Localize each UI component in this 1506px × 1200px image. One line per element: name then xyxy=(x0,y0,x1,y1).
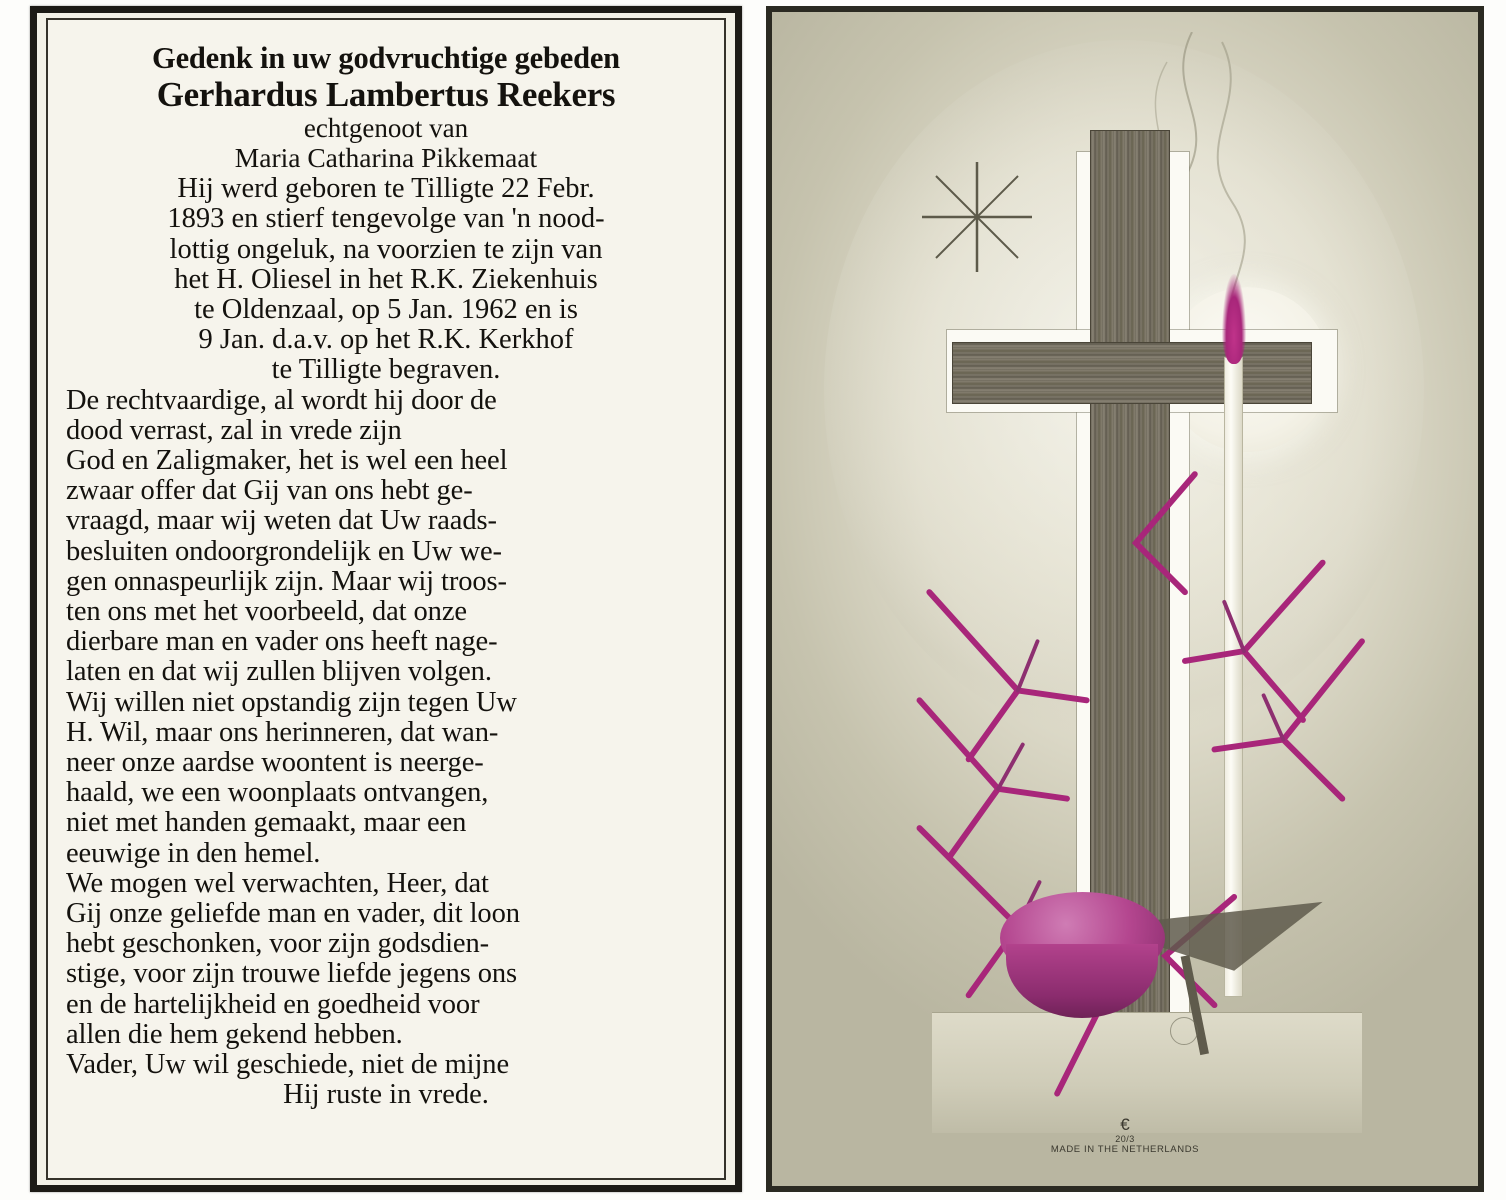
prayer-line: laten en dat wij zullen blijven volgen. xyxy=(66,656,492,688)
prayer-line: ten ons met het voorbeeld, dat onze xyxy=(66,596,467,628)
memorial-text xyxy=(48,20,724,1120)
memorial-card-text-page xyxy=(30,6,742,1192)
prayer-line: We mogen wel verwachten, Heer, dat xyxy=(66,867,489,899)
artist-monogram xyxy=(1170,1017,1198,1045)
biography-block xyxy=(66,174,706,385)
prayer-line: niet met handen gemaakt, maar een xyxy=(66,807,467,839)
euro-mark: € xyxy=(1120,1114,1130,1134)
prayer-line: Vader, Uw wil geschiede, niet de mijne xyxy=(66,1049,510,1081)
card-inner-frame xyxy=(46,18,726,1180)
bowl-body xyxy=(1006,944,1158,1018)
catalog-number: 20/3 xyxy=(1115,1133,1135,1144)
prayer-block xyxy=(66,446,706,1080)
biography-line: te Tilligte begraven. xyxy=(271,354,501,386)
prayer-line: gen onnaspeurlijk zijn. Maar wij troos- xyxy=(66,565,507,597)
prayer-line: hebt geschonken, voor zijn godsdien- xyxy=(66,928,490,960)
prayer-line: vraagd, maar wij weten dat Uw raads- xyxy=(66,505,497,537)
biography-line: 9 Jan. d.a.v. op het R.K. Kerkhof xyxy=(198,324,574,356)
biography-line: 1893 en stierf tengevolge van 'n nood- xyxy=(167,203,605,235)
printer-credit xyxy=(772,1116,1478,1156)
prayer-line: stige, voor zijn trouwe liefde jegens ons xyxy=(66,958,517,990)
prayer-line: H. Wil, maar ons herinneren, dat wan- xyxy=(66,716,499,748)
spouse-name: Maria Catharina Pikkemaat xyxy=(234,142,538,174)
verse-line: dood verrast, zal in vrede zijn xyxy=(66,414,402,446)
illustration-canvas xyxy=(772,12,1478,1186)
biography-line: Hij werd geboren te Tilligte 22 Febr. xyxy=(177,173,595,205)
biography-line: te Oldenzaal, op 5 Jan. 1962 en is xyxy=(194,293,578,325)
prayer-line: Wij willen niet opstandig zijn tegen Uw xyxy=(66,686,517,718)
prayer-line: haald, we een woonplaats ontvangen, xyxy=(66,777,489,809)
prayer-line: neer onze aardse woontent is neerge- xyxy=(66,747,484,779)
verse-line: De rechtvaardige, al wordt hij door de xyxy=(66,384,497,416)
closing-line: Hij ruste in vrede. xyxy=(283,1079,489,1111)
prayer-line: allen die hem gekend hebben. xyxy=(66,1018,403,1050)
deceased-name: Gerhardus Lambertus Reekers xyxy=(156,75,616,115)
memorial-heading: Gedenk in uw godvruchtige gebeden xyxy=(152,41,620,75)
prayer-line: Gij onze geliefde man en vader, dit loon xyxy=(66,898,520,930)
prayer-line: God en Zaligmaker, het is wel een heel xyxy=(66,445,508,476)
prayer-line: besluiten ondoorgrondelijk en Uw we- xyxy=(66,535,502,567)
censer-bowl xyxy=(1000,892,1165,1022)
prayer-line: en de hartelijkheid en goedheid voor xyxy=(66,988,480,1020)
made-in-text: MADE IN THE NETHERLANDS xyxy=(1050,1143,1200,1155)
prayer-line: dierbare man en vader ons heeft nage- xyxy=(66,626,498,658)
biography-line: het H. Oliesel in het R.K. Ziekenhuis xyxy=(174,263,598,295)
prayer-line: eeuwige in den hemel. xyxy=(66,837,321,869)
relation-label: echtgenoot van xyxy=(303,113,469,144)
prayer-line: zwaar offer dat Gij van ons hebt ge- xyxy=(66,475,473,507)
memorial-card-illustration-page xyxy=(766,6,1484,1192)
verse-block xyxy=(66,386,706,446)
biography-line: lottig ongeluk, na voorzien te zijn van xyxy=(169,233,603,265)
